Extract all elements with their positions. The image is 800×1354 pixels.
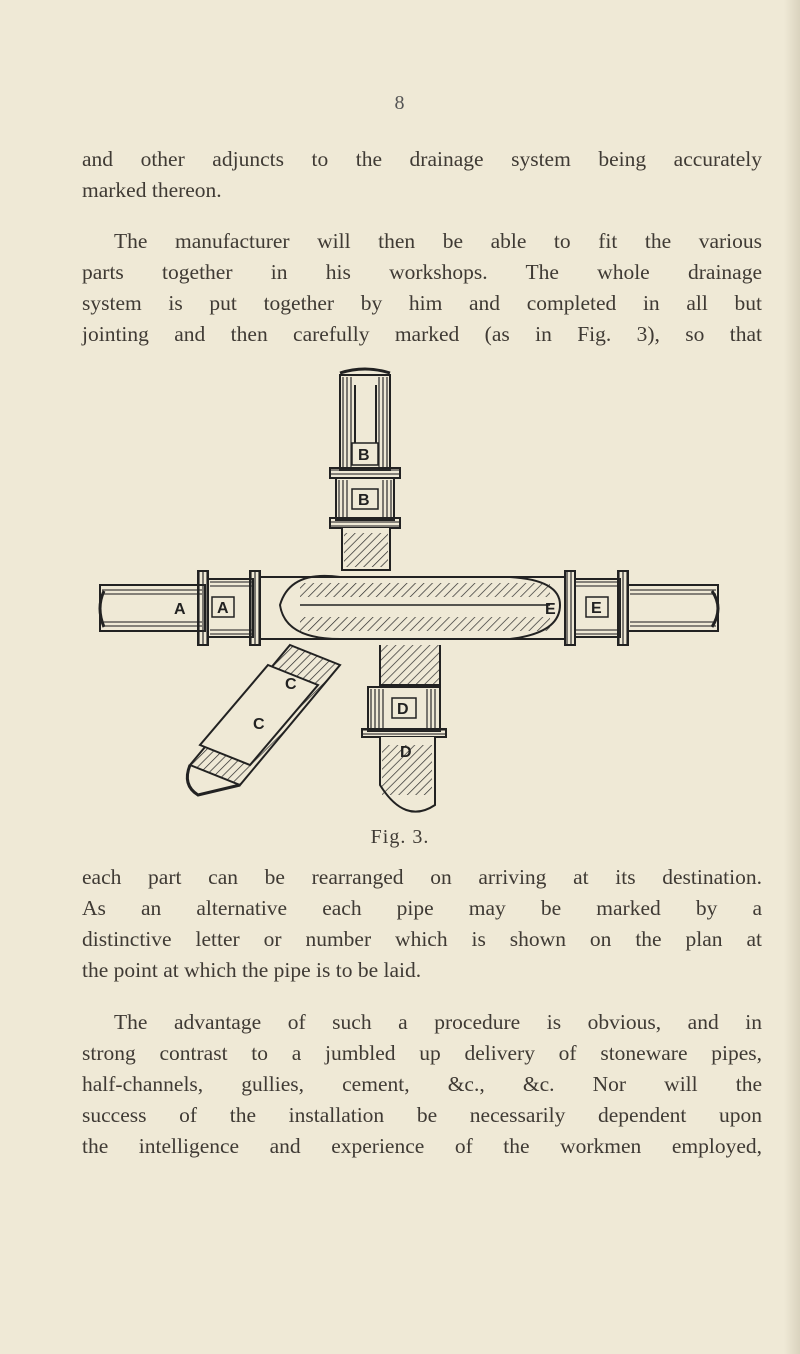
label-a-left: A — [174, 601, 186, 618]
text-line: the intelligence and experience of the workmen employed, — [82, 1134, 762, 1158]
pipe-d — [362, 645, 446, 812]
text-line: each part can be rearranged on arriving at its destination. — [82, 865, 762, 889]
label-d-upper: D — [397, 701, 409, 718]
text-line: system is put together by him and completed in all but — [82, 291, 762, 315]
figure-caption: Fig. 3. — [370, 826, 430, 848]
page-number: 8 — [394, 92, 406, 114]
text-line: jointing and then carefully marked (as in Fig. 3), so that — [82, 322, 762, 346]
text-line: and other adjuncts to the drainage system being accurately — [82, 147, 762, 171]
text-line: marked thereon. — [82, 178, 222, 202]
text-line: The manufacturer will then be able to fit the various — [114, 229, 762, 253]
pipe-a-e-main — [100, 571, 718, 645]
text-line: As an alternative each pipe may be marked by a — [82, 896, 762, 920]
pipe-junction-drawing — [90, 365, 740, 825]
paragraph-1 — [82, 144, 762, 206]
text-line: distinctive letter or number which is shown on the plan at — [82, 927, 762, 951]
pipe-drainage-figure — [90, 365, 740, 825]
paragraph-4 — [82, 1007, 762, 1162]
page-edge-shadow — [784, 0, 800, 1354]
label-e-right: E — [591, 600, 602, 617]
paragraph-3 — [82, 862, 762, 986]
label-d-lower: D — [400, 744, 412, 761]
text-line: strong contrast to a jumbled up delivery of stoneware pipes, — [82, 1041, 762, 1065]
text-line: success of the installation be necessarily dependent upon — [82, 1103, 762, 1127]
label-c-upper: C — [285, 676, 297, 693]
label-b-top: B — [358, 447, 370, 464]
pipe-b — [330, 369, 400, 570]
paragraph-2 — [82, 226, 762, 350]
text-line: parts together in his workshops. The whole drainage — [82, 260, 762, 284]
text-line: The advantage of such a procedure is obvious, and in — [114, 1010, 762, 1034]
label-c-lower: C — [253, 716, 265, 733]
text-line: the point at which the pipe is to be laid. — [82, 958, 422, 982]
label-a-right: A — [217, 600, 229, 617]
label-b-lower: B — [358, 492, 370, 509]
text-line: half-channels, gullies, cement, &c., &c. Nor will the — [82, 1072, 762, 1096]
label-e-left: E — [545, 601, 556, 618]
